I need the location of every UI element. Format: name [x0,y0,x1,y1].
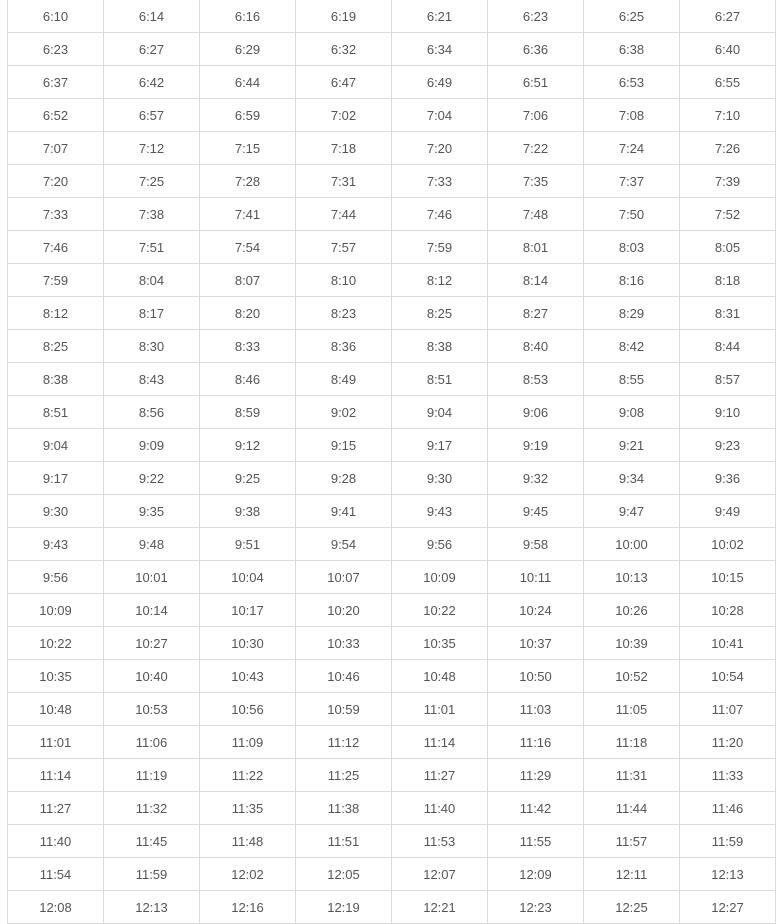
time-cell: 8:38 [392,330,488,363]
time-cell: 7:28 [200,165,296,198]
time-cell: 6:59 [200,99,296,132]
time-cell: 10:27 [104,627,200,660]
time-cell: 6:52 [8,99,104,132]
time-cell: 10:09 [8,594,104,627]
time-cell: 7:38 [104,198,200,231]
time-cell: 11:42 [488,792,584,825]
time-cell: 10:17 [200,594,296,627]
time-cell: 12:07 [392,858,488,891]
time-cell: 11:22 [200,759,296,792]
time-cell: 9:51 [200,528,296,561]
time-cell: 7:08 [584,99,680,132]
time-cell: 7:39 [680,165,776,198]
time-cell: 9:02 [296,396,392,429]
time-cell: 7:46 [392,198,488,231]
time-cell: 8:17 [104,297,200,330]
time-cell: 8:55 [584,363,680,396]
time-cell: 11:06 [104,726,200,759]
time-cell: 9:35 [104,495,200,528]
time-cell: 8:42 [584,330,680,363]
table-row [8,792,776,825]
time-cell: 6:40 [680,33,776,66]
time-cell: 12:11 [584,858,680,891]
time-cell: 7:02 [296,99,392,132]
time-cell: 8:43 [104,363,200,396]
time-cell: 11:12 [296,726,392,759]
time-cell: 10:22 [8,627,104,660]
table-row [8,66,776,99]
time-cell: 7:20 [392,132,488,165]
time-cell: 10:26 [584,594,680,627]
time-cell: 11:32 [104,792,200,825]
time-cell: 7:37 [584,165,680,198]
time-cell: 9:56 [8,561,104,594]
time-cell: 7:18 [296,132,392,165]
time-cell: 8:27 [488,297,584,330]
time-cell: 8:01 [488,231,584,264]
table-row [8,297,776,330]
time-cell: 6:38 [584,33,680,66]
time-cell: 10:30 [200,627,296,660]
time-cell: 6:14 [104,0,200,33]
time-cell: 7:52 [680,198,776,231]
time-cell: 11:20 [680,726,776,759]
table-row [8,330,776,363]
time-cell: 11:27 [392,759,488,792]
time-cell: 10:02 [680,528,776,561]
time-cell: 10:53 [104,693,200,726]
time-cell: 6:23 [8,33,104,66]
time-cell: 11:09 [200,726,296,759]
time-cell: 6:37 [8,66,104,99]
table-row [8,495,776,528]
time-cell: 8:53 [488,363,584,396]
time-cell: 8:30 [104,330,200,363]
time-cell: 10:52 [584,660,680,693]
time-cell: 6:16 [200,0,296,33]
time-cell: 7:57 [296,231,392,264]
time-cell: 6:25 [584,0,680,33]
time-cell: 10:41 [680,627,776,660]
table-row [8,264,776,297]
time-cell: 11:55 [488,825,584,858]
table-row [8,627,776,660]
time-cell: 11:25 [296,759,392,792]
time-cell: 7:59 [392,231,488,264]
time-cell: 9:30 [392,462,488,495]
time-cell: 10:56 [200,693,296,726]
time-cell: 8:51 [8,396,104,429]
time-cell: 10:24 [488,594,584,627]
time-cell: 8:05 [680,231,776,264]
time-cell: 10:04 [200,561,296,594]
time-cell: 6:36 [488,33,584,66]
time-cell: 6:34 [392,33,488,66]
time-cell: 10:15 [680,561,776,594]
time-cell: 9:04 [392,396,488,429]
time-cell: 7:25 [104,165,200,198]
time-cell: 9:43 [8,528,104,561]
time-cell: 8:46 [200,363,296,396]
time-cell: 8:25 [392,297,488,330]
table-row [8,0,776,33]
time-cell: 11:05 [584,693,680,726]
table-row [8,528,776,561]
time-cell: 8:51 [392,363,488,396]
time-cell: 7:35 [488,165,584,198]
time-cell: 12:23 [488,891,584,924]
time-cell: 6:27 [680,0,776,33]
table-row [8,462,776,495]
time-cell: 9:47 [584,495,680,528]
time-cell: 6:27 [104,33,200,66]
time-cell: 10:43 [200,660,296,693]
time-cell: 8:57 [680,363,776,396]
time-cell: 9:32 [488,462,584,495]
time-cell: 12:16 [200,891,296,924]
time-cell: 11:29 [488,759,584,792]
time-cell: 10:00 [584,528,680,561]
time-cell: 10:22 [392,594,488,627]
time-cell: 10:01 [104,561,200,594]
time-cell: 10:39 [584,627,680,660]
time-cell: 9:28 [296,462,392,495]
time-cell: 8:31 [680,297,776,330]
time-cell: 9:36 [680,462,776,495]
time-cell: 6:51 [488,66,584,99]
table-row [8,396,776,429]
time-cell: 12:02 [200,858,296,891]
time-cell: 7:04 [392,99,488,132]
time-cell: 11:14 [8,759,104,792]
time-cell: 7:48 [488,198,584,231]
time-cell: 6:19 [296,0,392,33]
time-cell: 10:40 [104,660,200,693]
time-cell: 7:33 [8,198,104,231]
time-cell: 11:40 [8,825,104,858]
time-cell: 6:10 [8,0,104,33]
time-cell: 8:29 [584,297,680,330]
time-cell: 10:09 [392,561,488,594]
table-row [8,198,776,231]
time-cell: 10:11 [488,561,584,594]
time-cell: 9:38 [200,495,296,528]
time-cell: 6:49 [392,66,488,99]
time-cell: 8:49 [296,363,392,396]
time-cell: 9:21 [584,429,680,462]
time-cell: 7:50 [584,198,680,231]
timetable-body [8,0,776,924]
time-cell: 11:18 [584,726,680,759]
time-cell: 12:25 [584,891,680,924]
time-cell: 10:28 [680,594,776,627]
time-cell: 10:20 [296,594,392,627]
time-cell: 11:31 [584,759,680,792]
time-cell: 8:14 [488,264,584,297]
time-cell: 8:10 [296,264,392,297]
time-cell: 7:33 [392,165,488,198]
time-cell: 11:14 [392,726,488,759]
table-row [8,363,776,396]
time-cell: 12:08 [8,891,104,924]
time-cell: 7:44 [296,198,392,231]
table-row [8,99,776,132]
table-row [8,429,776,462]
time-cell: 9:45 [488,495,584,528]
time-cell: 10:37 [488,627,584,660]
time-cell: 11:01 [8,726,104,759]
time-cell: 8:25 [8,330,104,363]
time-cell: 7:24 [584,132,680,165]
time-cell: 6:47 [296,66,392,99]
time-cell: 11:40 [392,792,488,825]
time-cell: 12:21 [392,891,488,924]
time-cell: 7:15 [200,132,296,165]
time-cell: 11:51 [296,825,392,858]
time-cell: 11:44 [584,792,680,825]
time-cell: 8:44 [680,330,776,363]
table-row [8,165,776,198]
time-cell: 10:13 [584,561,680,594]
time-cell: 7:59 [8,264,104,297]
time-cell: 12:27 [680,891,776,924]
time-cell: 9:48 [104,528,200,561]
time-cell: 6:44 [200,66,296,99]
time-cell: 8:38 [8,363,104,396]
time-cell: 7:20 [8,165,104,198]
time-cell: 11:57 [584,825,680,858]
time-cell: 6:21 [392,0,488,33]
time-cell: 6:23 [488,0,584,33]
time-cell: 6:32 [296,33,392,66]
time-cell: 8:23 [296,297,392,330]
time-cell: 9:12 [200,429,296,462]
time-cell: 6:29 [200,33,296,66]
time-cell: 7:54 [200,231,296,264]
time-cell: 8:59 [200,396,296,429]
time-cell: 9:19 [488,429,584,462]
time-cell: 10:50 [488,660,584,693]
time-cell: 7:12 [104,132,200,165]
time-cell: 9:41 [296,495,392,528]
time-cell: 11:46 [680,792,776,825]
time-cell: 11:16 [488,726,584,759]
time-cell: 11:59 [680,825,776,858]
time-cell: 11:03 [488,693,584,726]
table-row [8,726,776,759]
time-cell: 8:56 [104,396,200,429]
time-cell: 9:43 [392,495,488,528]
table-row [8,132,776,165]
time-cell: 7:31 [296,165,392,198]
time-cell: 11:01 [392,693,488,726]
time-cell: 6:57 [104,99,200,132]
time-cell: 8:36 [296,330,392,363]
time-cell: 8:03 [584,231,680,264]
time-cell: 7:26 [680,132,776,165]
table-row [8,594,776,627]
time-cell: 8:33 [200,330,296,363]
time-cell: 10:54 [680,660,776,693]
time-cell: 8:18 [680,264,776,297]
time-cell: 8:04 [104,264,200,297]
time-cell: 8:40 [488,330,584,363]
table-row [8,825,776,858]
time-cell: 9:15 [296,429,392,462]
table-row [8,231,776,264]
table-row [8,759,776,792]
time-cell: 8:12 [392,264,488,297]
time-cell: 8:12 [8,297,104,330]
time-cell: 10:48 [392,660,488,693]
time-cell: 7:51 [104,231,200,264]
time-cell: 10:46 [296,660,392,693]
time-cell: 10:33 [296,627,392,660]
time-cell: 9:56 [392,528,488,561]
time-cell: 10:59 [296,693,392,726]
time-cell: 12:19 [296,891,392,924]
time-cell: 7:41 [200,198,296,231]
time-cell: 12:05 [296,858,392,891]
time-cell: 11:35 [200,792,296,825]
time-cell: 7:22 [488,132,584,165]
time-cell: 11:54 [8,858,104,891]
time-cell: 8:20 [200,297,296,330]
time-cell: 9:17 [8,462,104,495]
time-cell: 7:10 [680,99,776,132]
table-row [8,891,776,924]
time-cell: 8:16 [584,264,680,297]
time-cell: 10:14 [104,594,200,627]
time-cell: 10:07 [296,561,392,594]
table-row [8,660,776,693]
table-row [8,33,776,66]
time-cell: 9:17 [392,429,488,462]
table-row [8,693,776,726]
time-cell: 11:07 [680,693,776,726]
time-cell: 7:07 [8,132,104,165]
time-cell: 12:13 [680,858,776,891]
time-cell: 9:08 [584,396,680,429]
time-cell: 9:54 [296,528,392,561]
time-cell: 7:06 [488,99,584,132]
time-cell: 9:58 [488,528,584,561]
time-cell: 6:53 [584,66,680,99]
table-row [8,858,776,891]
time-cell: 6:55 [680,66,776,99]
time-cell: 10:35 [392,627,488,660]
time-cell: 9:25 [200,462,296,495]
time-cell: 11:19 [104,759,200,792]
time-cell: 11:27 [8,792,104,825]
timetable [7,0,776,924]
time-cell: 6:42 [104,66,200,99]
time-cell: 9:22 [104,462,200,495]
time-cell: 9:09 [104,429,200,462]
time-cell: 9:49 [680,495,776,528]
time-cell: 11:33 [680,759,776,792]
time-cell: 7:46 [8,231,104,264]
time-cell: 11:53 [392,825,488,858]
time-cell: 11:59 [104,858,200,891]
time-cell: 12:09 [488,858,584,891]
time-cell: 11:45 [104,825,200,858]
time-cell: 9:10 [680,396,776,429]
time-cell: 10:35 [8,660,104,693]
time-cell: 12:13 [104,891,200,924]
time-cell: 8:07 [200,264,296,297]
time-cell: 9:23 [680,429,776,462]
time-cell: 9:34 [584,462,680,495]
time-cell: 9:06 [488,396,584,429]
time-cell: 9:04 [8,429,104,462]
time-cell: 11:38 [296,792,392,825]
time-cell: 10:48 [8,693,104,726]
time-cell: 11:48 [200,825,296,858]
table-row [8,561,776,594]
time-cell: 9:30 [8,495,104,528]
